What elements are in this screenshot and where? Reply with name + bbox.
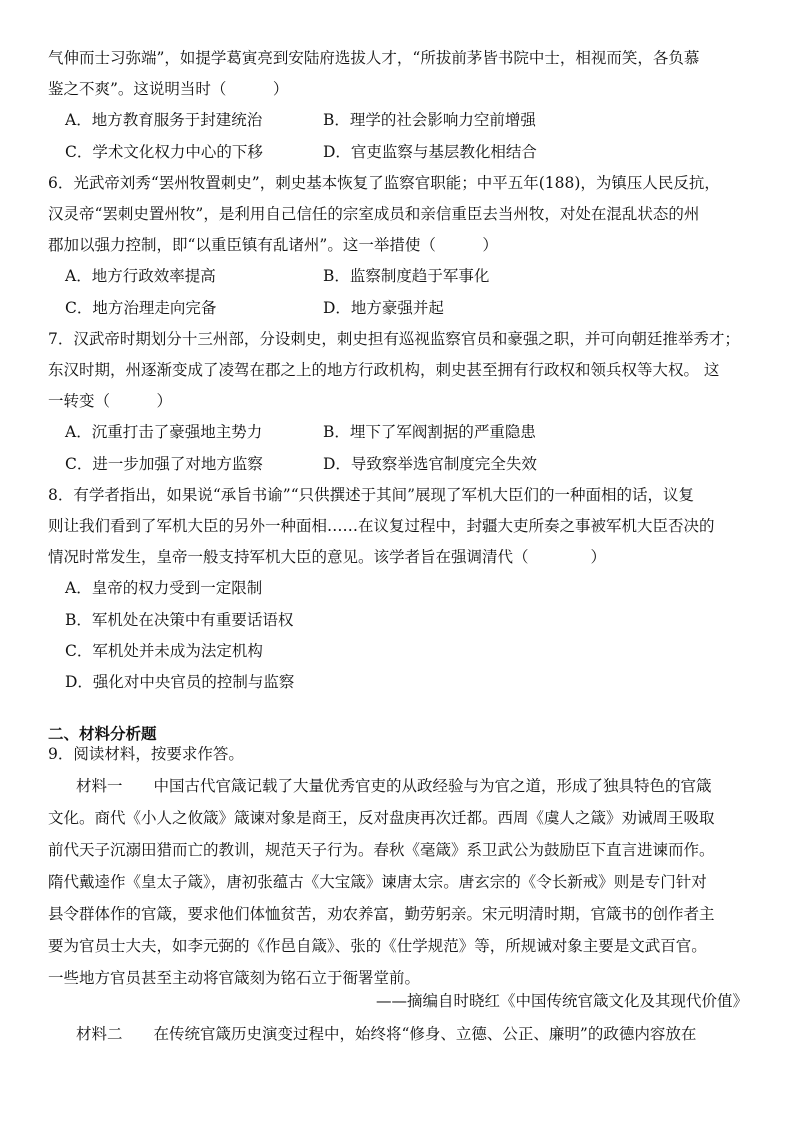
q7-stem-line: 7．汉武帝时期划分十三州部，分设刺史，刺史担有巡视监察官员和豪强之职，并可向朝廷推举秀才；	[48, 330, 740, 348]
q8-stem-line: 8．有学者指出，如果说“承旨书谕”“只供撰述于其间”展现了军机大臣们的一种面相的话，议复	[48, 486, 695, 504]
section-heading: 二、材料分析题	[48, 724, 157, 743]
q6-stem-line: 6．光武帝刘秀“罢州牧置刺史”，刺史基本恢复了监察官职能；中平五年(188)，为镇压人民反抗，	[48, 174, 720, 192]
q5-option-a: A．地方教育服务于封建统治	[65, 111, 263, 129]
q8-stem-line: 情况时常发生，皇帝一般支持军机大臣的意见。该学者旨在强调清代（ ）	[48, 548, 607, 566]
material1-line: 县令群体作的官箴，要求他们体恤贫苦，劝农养富，勤劳躬亲。宋元明清时期，官箴书的创作者主	[48, 905, 715, 923]
q5-option-d: D．官吏监察与基层教化相结合	[323, 143, 537, 161]
q8-option-a: A．皇帝的权力受到一定限制	[65, 579, 263, 597]
q8-option-d: D．强化对中央官员的控制与监察	[65, 673, 295, 691]
q8-option-c: C．军机处并未成为法定机构	[65, 642, 263, 660]
q6-stem-line: 郡加以强力控制，即“以重臣镇有乱诸州”。这一举措使（ ）	[48, 236, 498, 254]
material1-line: 一些地方官员甚至主动将官箴刻为铭石立于衙署堂前。	[48, 969, 421, 987]
q6-option-a: A．地方行政效率提高	[65, 267, 216, 285]
q9-intro: 9．阅读材料，按要求作答。	[48, 745, 244, 763]
q8-stem-line: 则让我们看到了军机大臣的另外一种面相……在议复过程中，封疆大吏所奏之事被军机大臣否决的	[48, 517, 715, 535]
q5-stem-line: 鉴之不爽”。这说明当时（ ）	[48, 80, 289, 98]
q7-stem-line: 东汉时期，州逐渐变成了凌驾在郡之上的地方行政机构，刺史甚至拥有行政权和领兵权等大权。 这	[48, 361, 720, 379]
q7-option-c: C．进一步加强了对地方监察	[65, 455, 263, 473]
q6-option-c: C．地方治理走向完备	[65, 299, 217, 317]
material2-line: 材料二 在传统官箴历史演变过程中，始终将“修身、立德、公正、廉明”的政德内容放在	[76, 1025, 697, 1043]
material1-line: 隋代戴逵作《皇太子箴》，唐初张蕴古《大宝箴》谏唐太宗。唐玄宗的《令长新戒》则是专门针对	[48, 873, 707, 891]
q7-option-a: A．沉重打击了豪强地主势力	[65, 423, 263, 441]
material1-source: ——摘编自时晓红《中国传统官箴文化及其现代价值》	[375, 992, 748, 1010]
q5-option-b: B．理学的社会影响力空前增强	[323, 111, 536, 129]
q6-stem-line: 汉灵帝“罢刺史置州牧”，是利用自己信任的宗室成员和亲信重臣去当州牧，对处在混乱状态的州	[48, 205, 700, 223]
material1-line: 文化。商代《小人之攸箴》箴谏对象是商王，反对盘庚再次迁都。西周《虞人之箴》劝诫周王吸取	[48, 809, 715, 827]
material1-line: 材料一 中国古代官箴记载了大量优秀官吏的从政经验与为官之道，形成了独具特色的官箴	[76, 777, 712, 795]
q5-stem-line: 气伸而士习弥端”，如提学葛寅亮到安陆府选拔人才，“所拔前茅皆书院中士，相视而笑，各负慕	[48, 49, 700, 67]
material1-line: 前代天子沉溺田猎而亡的教训，规范天子行为。春秋《毫箴》系卫武公为鼓励臣下直言进谏而作。	[48, 841, 715, 859]
q6-option-b: B．监察制度趋于军事化	[323, 267, 490, 285]
q7-stem-line: 一转变（ ）	[48, 392, 173, 410]
material1-line: 要为官员士大夫，如李元弼的《作邑自箴》、张的《仕学规范》等，所规诫对象主要是文武百官。	[48, 937, 707, 955]
q7-option-b: B．埋下了军阀割据的严重隐患	[323, 423, 536, 441]
q6-option-d: D．地方豪强并起	[323, 299, 444, 317]
q8-option-b: B．军机处在决策中有重要话语权	[65, 611, 294, 629]
q7-option-d: D．导致察举选官制度完全失效	[323, 455, 537, 473]
q5-option-c: C．学术文化权力中心的下移	[65, 143, 263, 161]
